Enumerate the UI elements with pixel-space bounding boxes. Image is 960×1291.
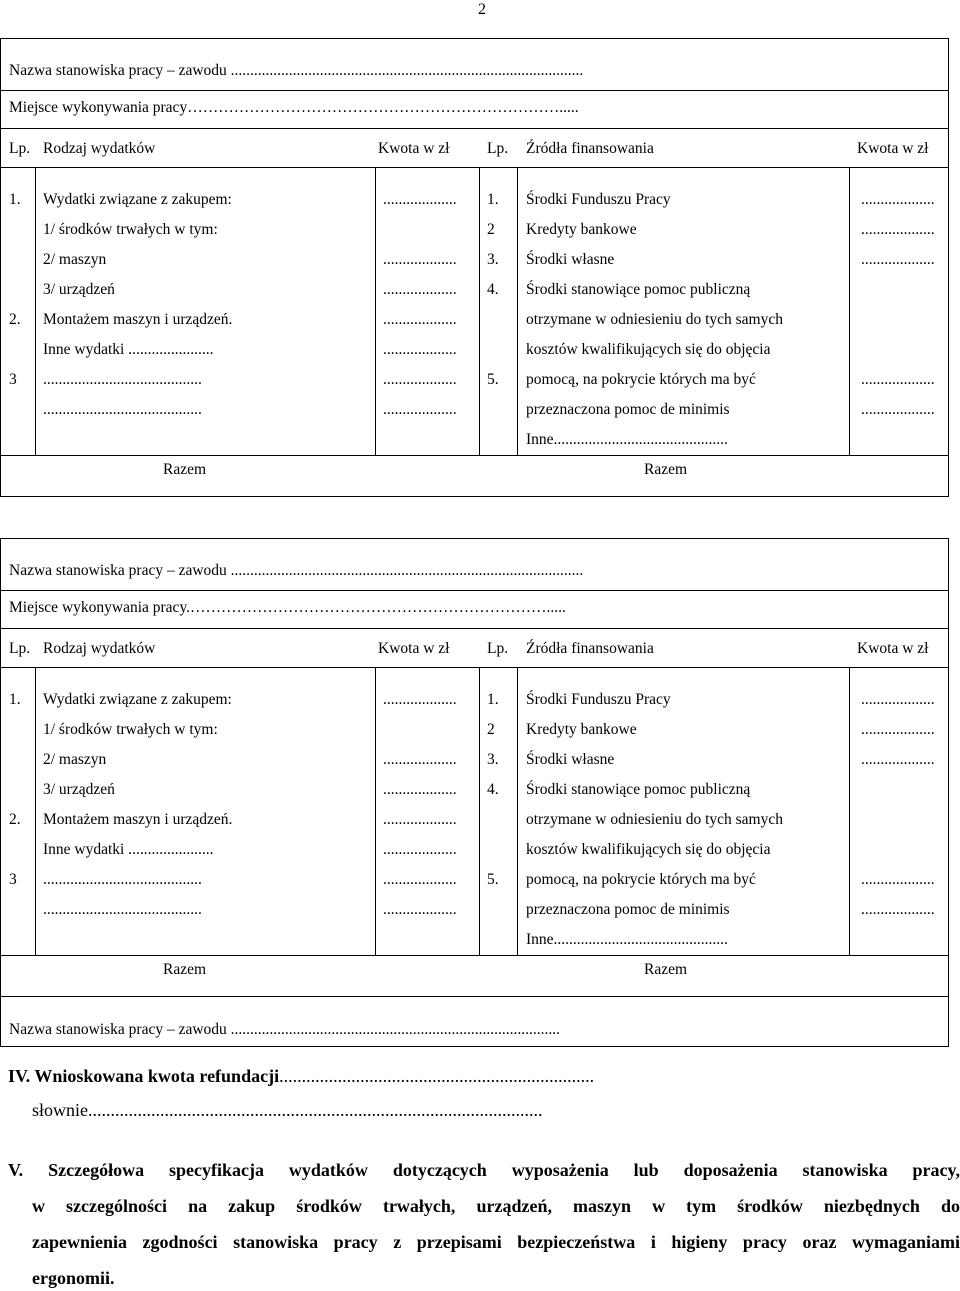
source-amount[interactable]: ................... (861, 901, 935, 918)
col-header-amount-right: Kwota w zł (857, 640, 929, 657)
row-amount[interactable]: ................... (383, 371, 457, 388)
col-header-lp-right: Lp. (487, 640, 509, 657)
row-amount[interactable]: ................... (383, 341, 457, 358)
row-lp: 1. (9, 691, 21, 708)
source-lp: 3. (487, 751, 499, 768)
source-desc: Środki stanowiące pomoc publiczną (526, 281, 751, 298)
refund-amount-line (8, 1067, 594, 1085)
row-lp: 2. (9, 311, 21, 328)
row-amount[interactable]: ................... (383, 311, 457, 328)
page-number: 2 (478, 1, 486, 18)
row-lp: 2. (9, 811, 21, 828)
source-lp: 4. (487, 781, 499, 798)
row-desc: 3/ urządzeń (43, 281, 115, 298)
section-v-line-1: V. Szczegółowa specyfikacja wydatków dotyczących wyposażenia lub doposażenia stanowiska pracy, (8, 1160, 960, 1180)
row-desc: Wydatki związane z zakupem: (43, 191, 232, 208)
row-amount[interactable]: ................... (383, 281, 457, 298)
source-lp: 1. (487, 191, 499, 208)
section-v-line-2: w szczególności na zakup środków trwałych, urządzeń, maszyn w tym środków niezbędnych do (32, 1196, 960, 1216)
row-desc[interactable]: ......................................... (43, 871, 202, 888)
row-desc[interactable]: ......................................... (43, 371, 202, 388)
source-lp: 1. (487, 691, 499, 708)
row-amount[interactable]: ................... (383, 251, 457, 268)
source-amount[interactable]: ................... (861, 371, 935, 388)
source-amount[interactable]: ................... (861, 871, 935, 888)
source-desc: kosztów kwalifikujących się do objęcia (526, 341, 771, 358)
row-desc: 3/ urządzeń (43, 781, 115, 798)
source-desc: otrzymane w odniesieniu do tych samych (526, 811, 783, 828)
job-name-field[interactable]: Nazwa stanowiska pracy – zawodu ..................................................................................... (9, 1021, 561, 1038)
row-amount[interactable]: ................... (383, 811, 457, 828)
col-header-funding-sources: Źródła finansowania (526, 640, 654, 657)
source-amount[interactable]: ................... (861, 401, 935, 418)
source-amount[interactable]: ................... (861, 721, 935, 738)
source-desc: Środki Funduszu Pracy (526, 191, 671, 208)
row-amount[interactable]: ................... (383, 841, 457, 858)
col-header-expense-type: Rodzaj wydatków (43, 640, 156, 657)
source-lp: 2 (487, 221, 495, 238)
source-desc: przeznaczona pomoc de minimis (526, 401, 730, 418)
row-desc: 2/ maszyn (43, 751, 107, 768)
workplace-field[interactable]: Miejsce wykonywania pracy………………………………………………………………..... (9, 99, 579, 116)
row-amount[interactable]: ................... (383, 751, 457, 768)
row-lp: 3 (9, 371, 17, 388)
source-desc[interactable]: Inne............................................. (526, 431, 728, 448)
expense-form-2 (0, 538, 949, 997)
row-desc: 1/ środków trwałych w tym: (43, 221, 218, 238)
row-desc: 1/ środków trwałych w tym: (43, 721, 218, 738)
row-amount[interactable]: ................... (383, 871, 457, 888)
row-desc[interactable]: ......................................... (43, 401, 202, 418)
amount-in-words-field[interactable]: ..................................................................................................... (88, 1100, 543, 1120)
source-lp: 4. (487, 281, 499, 298)
col-header-lp-right: Lp. (487, 140, 509, 157)
col-header-amount: Kwota w zł (378, 140, 450, 157)
source-desc: kosztów kwalifikujących się do objęcia (526, 841, 771, 858)
col-header-amount: Kwota w zł (378, 640, 450, 657)
row-desc[interactable]: Inne wydatki ...................... (43, 341, 214, 358)
source-desc: Kredyty bankowe (526, 221, 637, 238)
row-lp: 1. (9, 191, 21, 208)
row-amount[interactable]: ................... (383, 901, 457, 918)
row-amount[interactable]: ................... (383, 191, 457, 208)
total-label-expenses: Razem (163, 461, 207, 478)
row-desc: Wydatki związane z zakupem: (43, 691, 232, 708)
source-desc: Kredyty bankowe (526, 721, 637, 738)
source-amount[interactable]: ................... (861, 221, 935, 238)
source-desc: pomocą, na pokrycie których ma być (526, 371, 756, 388)
col-header-amount-right: Kwota w zł (857, 140, 929, 157)
source-amount[interactable]: ................... (861, 691, 935, 708)
expense-form-3-partial (0, 997, 949, 1047)
total-label-expenses: Razem (163, 961, 207, 978)
workplace-field[interactable]: Miejsce wykonywania pracy.……………………………………………………………..... (9, 599, 566, 616)
refund-amount-field[interactable]: ...................................................................... (279, 1066, 595, 1086)
source-desc: Środki stanowiące pomoc publiczną (526, 781, 751, 798)
row-desc: Montażem maszyn i urządzeń. (43, 311, 233, 328)
col-header-funding-sources: Źródła finansowania (526, 140, 654, 157)
source-desc: Środki Funduszu Pracy (526, 691, 671, 708)
row-amount[interactable]: ................... (383, 401, 457, 418)
expense-form-1 (0, 38, 949, 497)
section-iv-title: IV. Wnioskowana kwota refundacji (8, 1066, 280, 1086)
row-amount[interactable]: ................... (383, 781, 457, 798)
source-desc: Środki własne (526, 251, 615, 268)
row-desc[interactable]: Inne wydatki ...................... (43, 841, 214, 858)
source-lp: 3. (487, 251, 499, 268)
col-header-lp: Lp. (9, 140, 31, 157)
total-label-sources: Razem (644, 461, 688, 478)
row-desc: Montażem maszyn i urządzeń. (43, 811, 233, 828)
source-desc: Środki własne (526, 751, 615, 768)
source-desc: otrzymane w odniesieniu do tych samych (526, 311, 783, 328)
row-lp: 3 (9, 871, 17, 888)
row-desc[interactable]: ......................................... (43, 901, 202, 918)
source-lp: 5. (487, 871, 499, 888)
source-desc: pomocą, na pokrycie których ma być (526, 871, 756, 888)
col-header-lp: Lp. (9, 640, 31, 657)
section-v-line-3: zapewnienia zgodności stanowiska pracy z przepisami bezpieczeństwa i higieny pracy oraz wymaganiami (32, 1232, 960, 1252)
col-header-expense-type: Rodzaj wydatków (43, 140, 156, 157)
section-v-line-4: ergonomii. (32, 1268, 115, 1288)
source-lp: 2 (487, 721, 495, 738)
row-amount[interactable]: ................... (383, 691, 457, 708)
source-desc[interactable]: Inne............................................. (526, 931, 728, 948)
source-desc: przeznaczona pomoc de minimis (526, 901, 730, 918)
source-amount[interactable]: ................... (861, 191, 935, 208)
row-desc: 2/ maszyn (43, 251, 107, 268)
source-amount[interactable]: ................... (861, 751, 935, 768)
source-lp: 5. (487, 371, 499, 388)
amount-in-words-line (32, 1101, 543, 1119)
job-name-field[interactable]: Nazwa stanowiska pracy – zawodu ........................................................................................... (9, 62, 584, 79)
amount-in-words-label: słownie (32, 1100, 88, 1120)
job-name-field[interactable]: Nazwa stanowiska pracy – zawodu ........................................................................................... (9, 562, 584, 579)
source-amount[interactable]: ................... (861, 251, 935, 268)
total-label-sources: Razem (644, 961, 688, 978)
